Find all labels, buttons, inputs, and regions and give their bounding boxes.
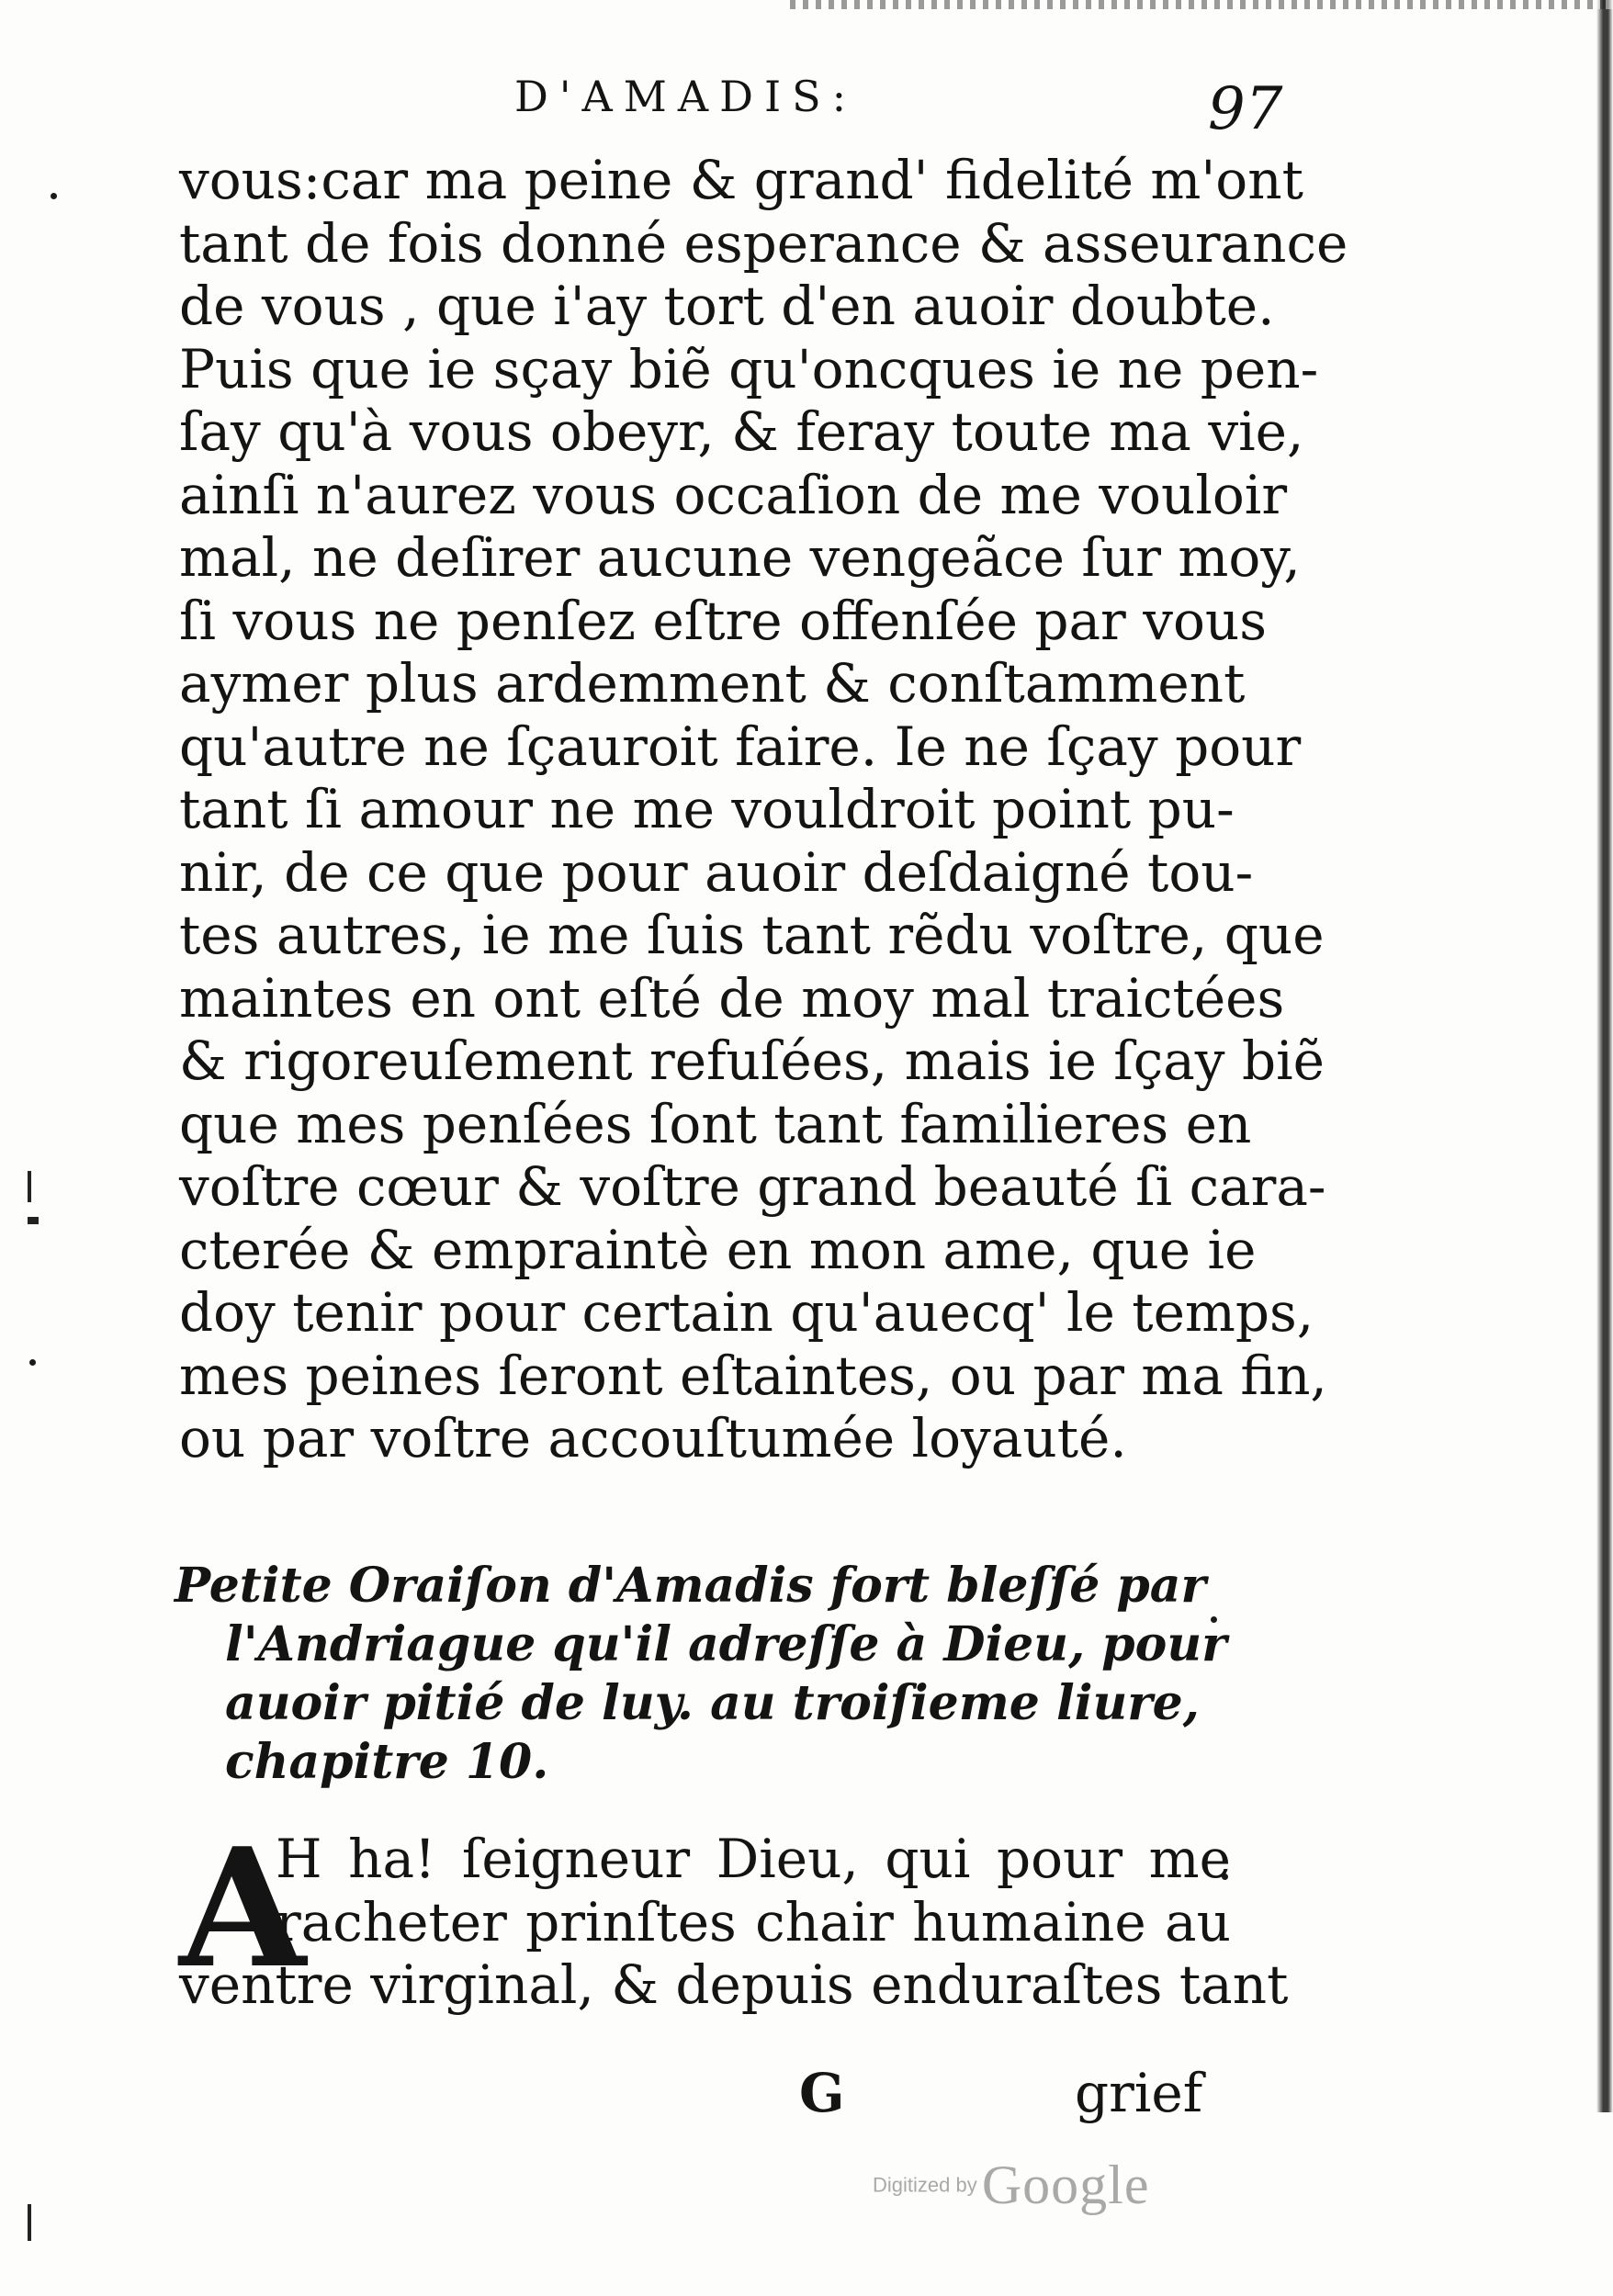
text-line: Puis que ie sçay biẽ qu'oncques ie ne pen- bbox=[179, 337, 1319, 400]
text-line: tes autres, ie me ſuis tant rẽdu voſtre, que bbox=[179, 904, 1325, 966]
text-line: tant de fois donné esperance & asseurance bbox=[179, 211, 1348, 275]
ink-speck bbox=[51, 193, 57, 199]
text-line: doy tenir pour certain qu'auecq' le temps, bbox=[179, 1281, 1314, 1344]
text-line: maintes en ont eſté de moy mal traictées bbox=[179, 966, 1285, 1030]
drop-cap: A bbox=[179, 1812, 307, 2004]
text-line: voſtre cœur & voſtre grand beauté ſi cara- bbox=[179, 1155, 1326, 1218]
running-head: D'AMADIS: bbox=[514, 72, 858, 121]
signature-mark: G bbox=[799, 2062, 845, 2124]
text-line: mal, ne deſirer aucune vengeãce ſur moy, bbox=[179, 526, 1301, 589]
text-line: ainſi n'aurez vous occaſion de me vouloir bbox=[179, 463, 1288, 526]
rubric-line: auoir pitié de luy. au troiſieme liure, bbox=[225, 1675, 1200, 1731]
rubric-line: chapitre 10. bbox=[225, 1734, 549, 1790]
text-line: vous:car ma peine & grand' fidelité m'ont bbox=[179, 149, 1303, 211]
scan-mark-left bbox=[28, 1217, 39, 1224]
text-line: ſi vous ne penſez eſtre offenſée par vous bbox=[179, 589, 1268, 652]
text-line: ſay qu'à vous obeyr, & feray toute ma vie, bbox=[179, 400, 1304, 463]
text-line: H ha! ſeigneur Dieu, qui pour me bbox=[276, 1828, 1231, 1890]
rubric-line: l'Andriague qu'il adreſſe à Dieu, pour bbox=[225, 1616, 1227, 1672]
scan-mark-left bbox=[28, 2204, 31, 2241]
prayer-paragraph bbox=[179, 1812, 1289, 2017]
body-text bbox=[179, 149, 1348, 1470]
text-line: racheter prinſtes chair humaine au bbox=[276, 1890, 1231, 1953]
watermark-brand: Google bbox=[981, 2155, 1150, 2215]
text-line: que mes penſées ſont tant familieres en bbox=[179, 1092, 1252, 1155]
text-line: mes peines ſeront eſtaintes, ou par ma fin, bbox=[179, 1344, 1327, 1407]
catchword: grief bbox=[1075, 2062, 1203, 2124]
text-line: qu'autre ne ſçauroit faire. Ie ne ſçay pour bbox=[179, 715, 1302, 778]
text-line: ventre virginal, & depuis enduraſtes tant bbox=[179, 1953, 1289, 2016]
watermark-prefix: Digitized by bbox=[873, 2173, 977, 2197]
text-line: aymer plus ardemment & conſtamment bbox=[179, 652, 1246, 715]
ink-speck bbox=[29, 1359, 36, 1366]
text-line: & rigoreuſement refuſées, mais ie ſçay biẽ bbox=[179, 1030, 1325, 1092]
scan-mark-left bbox=[28, 1171, 31, 1202]
text-line: cterée & empraintè en mon ame, que ie bbox=[179, 1218, 1257, 1281]
text-line: de vous , que i'ay tort d'en auoir doubte. bbox=[179, 275, 1275, 337]
text-line: nir, de ce que pour auoir deſdaigné tou- bbox=[179, 840, 1254, 904]
digitization-watermark bbox=[873, 2154, 1149, 2217]
text-line: tant ſi amour ne me vouldroit point pu- bbox=[179, 778, 1235, 840]
chapter-rubric bbox=[175, 1557, 1227, 1792]
rubric-line: Petite Oraiſon d'Amadis fort bleſſé par bbox=[175, 1558, 1206, 1614]
scan-edge-right bbox=[1596, 0, 1613, 2112]
scan-edge-top bbox=[790, 0, 1613, 9]
text-line: ou par voſtre accouſtumée loyauté. bbox=[179, 1407, 1127, 1469]
page-number: 97 bbox=[1208, 75, 1283, 143]
